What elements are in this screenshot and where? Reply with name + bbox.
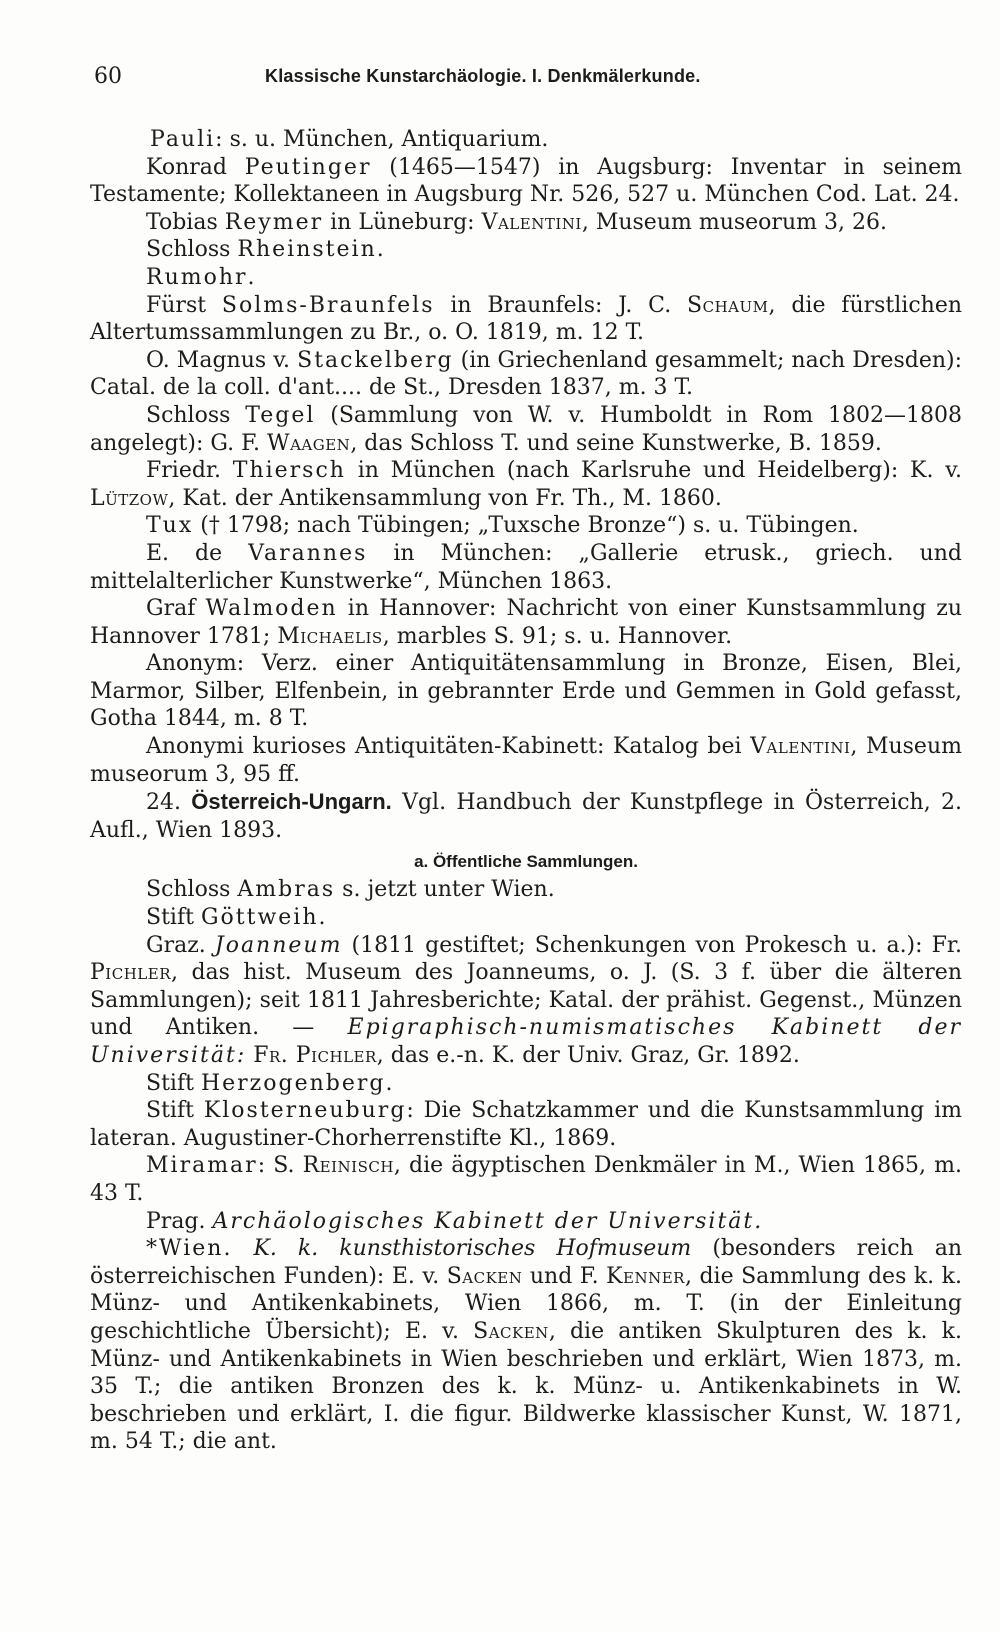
entry-name: Pauli bbox=[150, 127, 216, 152]
entry-text-2: , Museum museorum 3, 95 ff. bbox=[90, 734, 962, 787]
entry-text-2: , Museum museorum 3, 26. bbox=[581, 209, 887, 235]
entry-text: (1811 gestiftet; Schenkungen von Prokesch u. a.): Fr. bbox=[342, 932, 962, 958]
entry-text-2: , das hist. Museum des Joanneums, o. J. (S. 3 f. über die älteren Sammlungen); seit 1811 Jahresberichte; Katal. der prähist. Gegenst., Münzen und Antiken. — bbox=[90, 960, 962, 1041]
entry-text: in Hannover: Nachricht von einer Kunstsammlung zu Hannover 1781; bbox=[90, 596, 963, 649]
institution-name: kunsthistorisches Hofmuseum bbox=[339, 1236, 692, 1262]
entry-name: Rumohr bbox=[146, 264, 248, 290]
entry-text: : Die Schatzkammer und die Kunstsammlung im lateran. Augustiner-Chorherrenstifte Kl., 1869. bbox=[90, 1098, 962, 1151]
entry-text: (1465—1547) in Augsburg: Inventar in seinem Testamente; Kollektaneen in Augsburg Nr. 526, 527 u. München Cod. Lat. 24. bbox=[90, 154, 962, 208]
entry-name: Anonymi bbox=[146, 734, 244, 760]
institution-name: Joanneum bbox=[214, 932, 343, 958]
institution-name-2: Epigraphisch-numismatisches Kabinett der Universität: bbox=[90, 1015, 962, 1068]
section-heading bbox=[90, 788, 962, 844]
entry-reymer bbox=[90, 209, 962, 237]
entry-text: : Verz. einer Antiquitätensammlung in Bronze, Eisen, Blei, Marmor, Silber, Elfenbein, in gebrannter Erde und Gemmen in Gold gefasst, Gotha 1844, m. 8 T. bbox=[90, 651, 962, 732]
author-name: Schaum bbox=[687, 292, 769, 318]
entry-prefix: Fürst bbox=[146, 292, 222, 318]
page-header bbox=[90, 60, 962, 94]
entry-name: Varannes bbox=[248, 540, 368, 566]
entry-text: : S. bbox=[257, 1153, 303, 1179]
entry-name: Herzogenberg bbox=[200, 1070, 386, 1096]
section-title: Österreich-Ungarn. bbox=[191, 789, 392, 815]
book-page bbox=[90, 60, 962, 1456]
subheading: a. Öffentliche Sammlungen. bbox=[414, 852, 638, 872]
entry-text-2: , Kat. der Antikensammlung von Fr. Th., M. 1860. bbox=[168, 485, 722, 511]
entry-tegel bbox=[90, 402, 962, 457]
section-text: Vgl. Handbuch der Kunstpflege in Österreich, 2. Aufl., Wien 1893. bbox=[90, 790, 962, 843]
entry-text-4: , die antiken Skulpturen des k. k. Münz- und Antikenkabinets in Wien beschrieben und erklärt, Wien 1873, m. 35 T.; die antiken Bronzen des k. k. Münz- u. Antikenkabinets in W. beschrieben und erklärt, I. die figur. Bildwerke klassischer Kunst, W. 1871, m. 54 T.; die ant. bbox=[90, 1318, 963, 1455]
entry-text: : s. u. München, Antiquarium. bbox=[215, 127, 549, 152]
author-name-2: Fr. Pichler bbox=[253, 1043, 377, 1068]
entry-name: Walmoden bbox=[205, 596, 338, 622]
entry-text: in Lüneburg: bbox=[323, 209, 482, 235]
entry-prefix: E. de bbox=[146, 540, 249, 566]
entry-name: Prag. bbox=[146, 1208, 206, 1234]
author-name-2: Kenner bbox=[606, 1263, 685, 1289]
entry-text: . bbox=[376, 237, 384, 263]
running-head: Klassische Kunstarchäologie. I. Denkmälerkunde. bbox=[265, 66, 701, 86]
page-number: 60 bbox=[94, 64, 122, 89]
entry-pauli bbox=[90, 126, 962, 154]
entry-text-2: , marbles S. 91; s. u. Hannover. bbox=[382, 623, 733, 649]
entry-anonymi bbox=[90, 733, 962, 788]
entry-varannes bbox=[90, 540, 962, 595]
entry-text: s. jetzt unter Wien. bbox=[335, 877, 555, 903]
entry-text: in Braunfels: J. C. bbox=[434, 292, 688, 318]
entry-walmoden bbox=[90, 595, 962, 650]
entry-rheinstein bbox=[90, 236, 962, 264]
entry-name: Reymer bbox=[224, 209, 324, 235]
entry-name: *Wien. bbox=[146, 1236, 233, 1262]
institution-name: Archäologisches Kabinett der Universität. bbox=[212, 1208, 764, 1234]
entry-name: Rheinstein bbox=[237, 237, 377, 263]
author-name: Lützow bbox=[90, 485, 169, 511]
author-name-3: Sacken bbox=[473, 1318, 549, 1344]
entry-solms bbox=[90, 292, 962, 347]
entry-name: Tegel bbox=[245, 402, 316, 428]
entry-text: (in Griechenland gesammelt; nach Dresden): Catal. de la coll. d'ant.... de St., Dresden 1837, m. 3 T. bbox=[90, 347, 962, 401]
author-name: Valentini bbox=[750, 734, 851, 760]
institution-prefix: K. k. bbox=[253, 1236, 319, 1262]
entry-klosterneuburg bbox=[90, 1097, 962, 1152]
entry-prefix: Tobias bbox=[146, 209, 225, 235]
entry-name: Graz. bbox=[146, 932, 206, 958]
entry-miramar bbox=[90, 1152, 962, 1207]
entry-goettweih bbox=[90, 904, 962, 932]
entry-prefix: Konrad bbox=[146, 154, 245, 180]
entry-rumohr bbox=[90, 264, 962, 292]
entry-prefix: Stift bbox=[146, 1098, 204, 1124]
entry-wien bbox=[90, 1235, 962, 1456]
entry-text: kurioses Antiquitäten-Kabinett: Katalog bei bbox=[243, 734, 751, 760]
entry-text: . bbox=[318, 905, 326, 931]
entry-text: . bbox=[247, 264, 255, 290]
entry-name: Solms-Braunfels bbox=[221, 292, 435, 318]
entry-text-2: , das Schloss T. und seine Kunstwerke, B. 1859. bbox=[350, 430, 882, 456]
entry-text-2: , die fürstlichen Altertumssammlungen zu Br., o. O. 1819, m. 12 T. bbox=[90, 292, 963, 346]
entry-prefix: Schloss bbox=[146, 402, 246, 428]
author-name: Pichler bbox=[90, 960, 171, 986]
section-number: 24. bbox=[146, 790, 181, 816]
entry-prefix: Stift bbox=[146, 1070, 201, 1096]
entry-text-2: und F. bbox=[522, 1263, 607, 1289]
author-name: Reinisch bbox=[302, 1153, 394, 1179]
entry-text-4: , das e.-n. K. der Univ. Graz, Gr. 1892. bbox=[376, 1043, 800, 1068]
entry-herzogenberg bbox=[90, 1070, 962, 1098]
entry-prag bbox=[90, 1208, 962, 1236]
author-name: Valentini bbox=[481, 209, 582, 235]
author-name: Michaelis bbox=[277, 623, 383, 649]
entry-name: Anonym bbox=[146, 651, 237, 677]
entry-text-2: , die ägyptischen Denkmäler in M., Wien 1865, m. 43 T. bbox=[90, 1153, 962, 1206]
entry-name: Tux bbox=[146, 513, 194, 539]
author-name: Waagen bbox=[266, 430, 351, 456]
entry-text: (besonders reich an österreichischen Funden): E. v. bbox=[90, 1236, 963, 1289]
entry-prefix: Stift bbox=[146, 905, 201, 931]
entry-name: Ambras bbox=[237, 877, 336, 903]
entry-stackelberg bbox=[90, 347, 962, 402]
entry-text: (Sammlung von W. v. Humboldt in Rom 1802—1808 angelegt): G. F. bbox=[90, 402, 962, 456]
entry-text: in München (nach Karlsruhe und Heidelberg): K. v. bbox=[345, 458, 962, 484]
entry-ambras bbox=[90, 876, 962, 904]
entry-thiersch bbox=[90, 457, 962, 512]
entry-graz bbox=[90, 932, 962, 1070]
entry-name: Miramar bbox=[146, 1153, 258, 1179]
author-name: Sacken bbox=[446, 1263, 523, 1289]
entry-peutinger bbox=[90, 154, 962, 209]
entry-name: Thiersch bbox=[232, 458, 346, 484]
entry-name: Peutinger bbox=[244, 154, 372, 180]
entry-name: Göttweih bbox=[200, 905, 319, 931]
entry-prefix: Schloss bbox=[146, 237, 238, 263]
entry-prefix: O. Magnus v. bbox=[146, 347, 298, 373]
entry-text: . bbox=[385, 1070, 393, 1096]
entry-name: Klosterneuburg bbox=[203, 1098, 407, 1124]
entry-prefix: Graf bbox=[146, 596, 206, 622]
entry-text-3: , die Sammlung des k. k. Münz- und Antikenkabinets, Wien 1866, m. T. (in der Einleitung geschichtliche Übersicht); E. v. bbox=[90, 1263, 962, 1344]
entry-text: in München: „Gallerie etrusk., griech. und mittelalterlicher Kunstwerke“, München 1863. bbox=[90, 540, 962, 594]
entry-anonym bbox=[90, 650, 962, 733]
page-body bbox=[90, 126, 962, 1456]
entry-prefix: Schloss bbox=[146, 877, 238, 903]
entry-name: Stackelberg bbox=[297, 347, 454, 373]
entry-text: († 1798; nach Tübingen; „Tuxsche Bronze“) s. u. Tübingen. bbox=[193, 513, 859, 539]
entry-prefix: Friedr. bbox=[146, 458, 233, 484]
entry-tux bbox=[90, 512, 962, 540]
